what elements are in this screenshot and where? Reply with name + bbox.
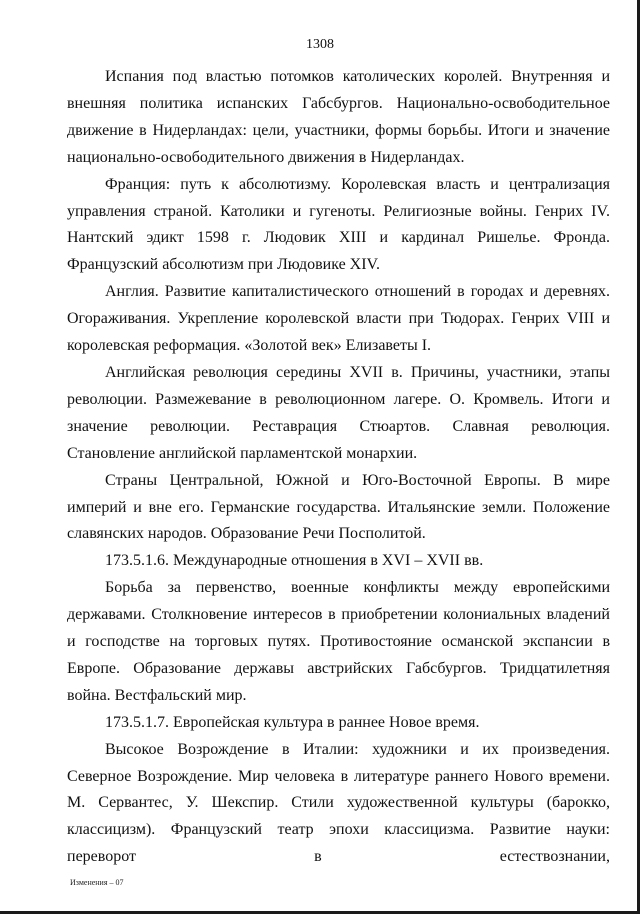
paragraph-france: Франция: путь к абсолютизму. Королевская власть и централизация управления страной. Католики и гугеноты. Религиозные войны. Генрих IV. Нантский эдикт 1598 г. Людовик XIII и кардинал Ришелье. Фронда. Французский абсолютизм при Людовике XIV. <box>67 175 610 274</box>
document-body <box>67 64 610 871</box>
footer-revision-note: Изменения – 07 <box>70 878 124 887</box>
paragraph-england: Англия. Развитие капиталистического отношений в городах и деревнях. Огораживания. Укрепление королевской власти при Тюдорах. Генрих VIII и королевская реформация. «Золотой век» Елизаветы I. <box>67 283 610 355</box>
paragraph-international-relations: Борьба за первенство, военные конфликты между европейскими державами. Столкновение интересов в приобретении колониальных владений и господстве на торговых путях. Противостояние османской экспансии в Европе. Образование державы австрийских Габсбургов. Тридцатилетняя война. Вестфальский мир. <box>67 579 610 704</box>
paragraph-english-revolution: Английская революция середины XVII в. Причины, участники, этапы революции. Размежевание в революционном лагере. О. Кромвель. Итоги и значение революции. Реставрация Стюартов. Славная революция. Становление английской парламентской монархии. <box>67 363 610 462</box>
paragraph-central-europe: Страны Центральной, Южной и Юго-Восточной Европы. В мире империй и вне его. Германские государства. Итальянские земли. Положение славянских народов. Образование Речи Посполитой. <box>67 471 610 543</box>
page-number: 1308 <box>306 37 334 52</box>
section-heading-european-culture: 173.5.1.7. Европейская культура в раннее Новое время. <box>105 713 480 731</box>
paragraph-european-culture: Высокое Возрождение в Италии: художники и их произведения. Северное Возрождение. Мир человека в литературе раннего Нового времени. М. Сервантес, У. Шекспир. Стили художественной культуры (барокко, классицизм). Французский театр эпохи классицизма. Развитие науки: переворот в естествознании, <box>67 740 610 866</box>
paragraph-spain: Испания под властью потомков католических королей. Внутренняя и внешняя политика испанских Габсбургов. Национально-освободительное движение в Нидерландах: цели, участники, формы борьбы. Итоги и значение национально-освободительного движения в Нидерландах. <box>67 68 610 166</box>
section-heading-international-relations: 173.5.1.6. Международные отношения в XVI – XVII вв. <box>105 552 484 570</box>
